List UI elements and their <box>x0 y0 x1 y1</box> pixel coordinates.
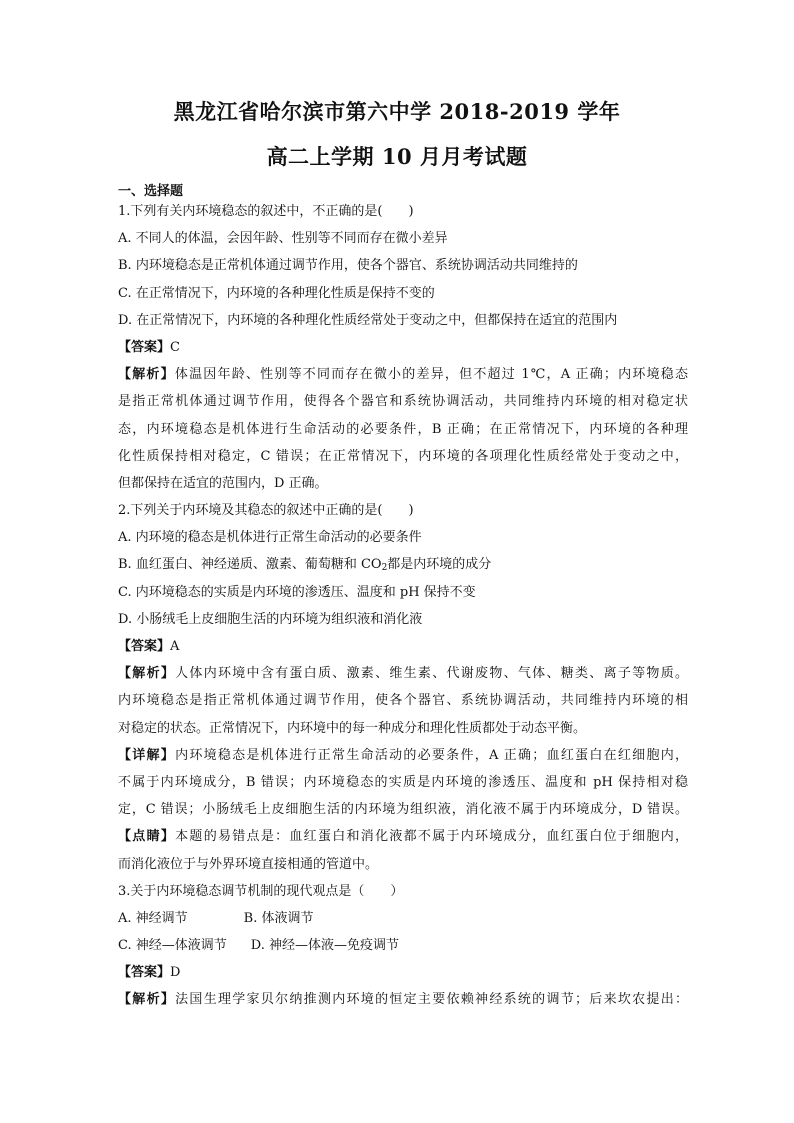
q1-option-b: B. 内环境稳态是正常机体通过调节作用，使各个器官、系统协调活动共同维持的 <box>118 258 578 274</box>
q3-option-b: B. 体液调节 <box>243 910 314 926</box>
q3-explanation-line: 【解析】法国生理学家贝尔纳推测内环境的恒定主要依赖神经系统的调节；后来坎农提出： <box>118 992 688 1008</box>
q2-option-b: B. 血红蛋白、神经递质、激素、葡萄糖和 $CO_2$都是内环境的成分 <box>118 557 492 574</box>
section-heading: 一、选择题 <box>118 184 184 199</box>
q3-options-row-2 <box>118 932 688 959</box>
detail-label: 【详解】 <box>118 747 176 763</box>
q3-answer <box>118 959 688 986</box>
q2-option-c: C. 内环境稳态的实质是内环境的渗透压、温度和 pH 保持不变 <box>118 584 476 600</box>
q3-option-a: A. 神经调节 <box>118 910 188 926</box>
q2-detail-line: 不属于内环境成分，B 错误；内环境稳态的实质是内环境的渗透压、温度和 pH 保持相对稳 <box>118 774 688 790</box>
q1-explanation-line: 是指正常机体通过调节作用，使得各个器官和系统协调活动，共同维持内环境的相对稳定状 <box>118 394 688 410</box>
q2-explanation-line: 【解析】人体内环境中含有蛋白质、激素、维生素、代谢废物、气体、糖类、离子等物质。 <box>118 666 688 682</box>
q2-answer-value: A <box>170 639 180 654</box>
q2-explanation-line: 内环境稳态是指正常机体通过调节作用，使各个器官、系统协调活动，共同维持内环境的相 <box>118 693 688 709</box>
q2-tip-line: 而消化液位于与外界环境直接相通的管道中。 <box>118 856 379 872</box>
q3-answer-value: D <box>170 965 181 981</box>
q1-option-c: C. 在正常情况下，内环境的各种理化性质是保持不变的 <box>118 285 435 301</box>
q2-stem: 2.下列关于内环境及其稳态的叙述中正确的是( ) <box>118 503 414 519</box>
answer-label: 【答案】 <box>118 339 171 355</box>
q1-explanation-line: 但都保持在适宜的范围内，D 正确。 <box>118 475 328 491</box>
q1-option-d: D. 在正常情况下，内环境的各种理化性质经常处于变动之中，但都保持在适宜的范围内 <box>118 312 618 328</box>
q2-detail-line: 【详解】内环境稳态是机体进行正常生命活动的必要条件，A 正确；血红蛋白在红细胞内， <box>118 747 688 763</box>
q3-options-row-1 <box>118 905 688 932</box>
explanation-label: 【解析】 <box>118 367 175 383</box>
q2-detail-line: 定，C 错误；小肠绒毛上皮细胞生活的内环境为组织液，消化液不属于内环境成分，D 错误。 <box>118 802 688 818</box>
q1-explanation-line: 化性质保持相对稳定，C 错误；在正常情况下，内环境的各项理化性质经常处于变动之中， <box>118 448 688 464</box>
title-line-2: 高二上学期 10 月月考试题 <box>266 144 528 169</box>
q1-answer-value: C <box>170 339 180 355</box>
explanation-label: 【解析】 <box>118 666 176 682</box>
q1-explanation-line: 态，内环境稳态是机体进行生命活动的必要条件，B 正确；在正常情况下，内环境的各种理 <box>118 421 688 437</box>
title-line-1: 黑龙江省哈尔滨市第六中学 2018-2019 学年 <box>173 99 621 124</box>
explanation-label: 【解析】 <box>118 992 176 1008</box>
q2-option-d: D. 小肠绒毛上皮细胞生活的内环境为组织液和消化液 <box>118 611 423 627</box>
q2-option-a: A. 内环境的稳态是机体进行正常生命活动的必要条件 <box>118 530 422 546</box>
q3-option-c: C. 神经—体液调节 <box>118 938 227 954</box>
q1-option-a: A. 不同人的体温，会因年龄、性别等不同而存在微小差异 <box>118 231 448 247</box>
questions-body <box>118 198 688 1014</box>
tip-label: 【点睛】 <box>118 829 176 845</box>
q2-explanation-line: 对稳定的状态。正常情况下，内环境中的每一种成分和理化性质都处于动态平衡。 <box>118 720 587 736</box>
answer-label: 【答案】 <box>118 639 171 654</box>
q3-stem: 3.关于内环境稳态调节机制的现代观点是（ ） <box>118 883 404 899</box>
answer-label: 【答案】 <box>118 965 171 981</box>
q3-option-d: D. 神经—体液—免疫调节 <box>250 938 399 954</box>
q2-tip-line: 【点睛】本题的易错点是：血红蛋白和消化液都不属于内环境成分，血红蛋白位于细胞内， <box>118 829 688 845</box>
q1-stem: 1.下列有关内环境稳态的叙述中，不正确的是( ) <box>118 204 414 219</box>
q2-answer <box>118 633 688 660</box>
q1-answer <box>118 334 688 361</box>
q1-explanation-line: 【解析】体温因年龄、性别等不同而存在微小的差异，但不超过 1℃，A 正确；内环境稳态 <box>118 367 688 383</box>
